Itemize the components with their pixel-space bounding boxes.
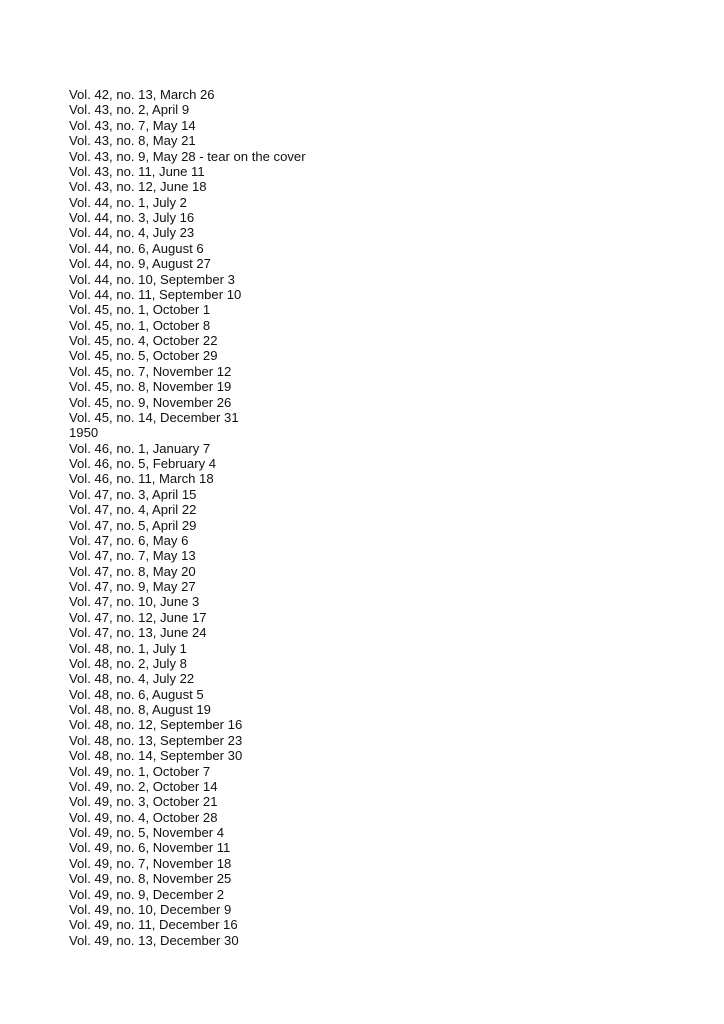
list-item: Vol. 44, no. 3, July 16 [69,210,195,225]
list-item: Vol. 47, no. 8, May 20 [69,563,196,579]
list-item: Vol. 44, no. 10, September 3 [69,271,235,287]
list-item: Vol. 44, no. 1, July 2 [69,194,187,210]
list-item: Vol. 48, no. 4, July 22 [69,671,195,687]
list-item: Vol. 48, no. 12, September 16 [69,717,243,733]
list-item: Vol. 48, no. 1, July 1 [69,640,187,656]
list-item: Vol. 49, no. 11, December 16 [69,917,238,933]
list-item: Vol. 43, no. 12, June 18 [69,179,207,195]
list-item: Vol. 43, no. 8, May 21 [69,133,196,149]
list-item: Vol. 49, no. 4, October 28 [69,809,218,825]
list-item: Vol. 45, no. 7, November 12 [69,363,232,379]
list-item: Vol. 46, no. 1, January 7 [69,440,211,456]
list-item: Vol. 45, no. 8, November 19 [69,379,232,395]
list-item: Vol. 44, no. 11, September 10 [69,286,242,302]
list-item: Vol. 45, no. 14, December 31 [69,409,239,425]
list-item: Vol. 47, no. 13, June 24 [69,625,207,641]
list-item: Vol. 43, no. 7, May 14 [69,117,196,133]
list-item: Vol. 48, no. 13, September 23 [69,732,243,748]
list-item: Vol. 49, no. 10, December 9 [69,901,232,917]
list-item: Vol. 47, no. 12, June 17 [69,609,207,625]
list-item: Vol. 48, no. 2, July 8 [69,655,187,671]
list-item: Vol. 44, no. 9, August 27 [69,256,211,272]
list-item: Vol. 43, no. 11, June 11 [69,163,205,179]
list-item: Vol. 49, no. 3, October 21 [69,794,218,810]
list-item: Vol. 47, no. 3, April 15 [69,486,197,502]
list-item: Vol. 45, no. 1, October 8 [69,317,211,333]
list-item: Vol. 45, no. 9, November 26 [69,394,232,410]
list-item: Vol. 46, no. 5, February 4 [69,456,217,471]
list-item: Vol. 45, no. 1, October 1 [69,302,211,318]
list-item: Vol. 48, no. 8, August 19 [69,702,211,717]
list-item: Vol. 49, no. 5, November 4 [69,825,225,840]
list-item: Vol. 49, no. 7, November 18 [69,855,232,871]
list-item: Vol. 47, no. 4, April 22 [69,502,197,518]
list-item: Vol. 47, no. 6, May 6 [69,532,189,548]
list-item: Vol. 49, no. 2, October 14 [69,778,218,794]
list-item: Vol. 48, no. 14, September 30 [69,748,243,764]
list-item: Vol. 49, no. 13, December 30 [69,932,239,948]
list-item: Vol. 43, no. 2, April 9 [69,102,190,118]
list-item: Vol. 42, no. 13, March 26 [69,87,215,102]
list-item: Vol. 49, no. 9, December 2 [69,886,225,902]
list-item: Vol. 47, no. 9, May 27 [69,579,196,594]
list-item: Vol. 49, no. 6, November 11 [69,840,231,856]
list-item: Vol. 44, no. 4, July 23 [69,225,195,241]
issue-list [69,87,306,948]
list-item: Vol. 43, no. 9, May 28 - tear on the cover [69,148,306,164]
list-item: Vol. 47, no. 5, April 29 [69,517,197,533]
list-item: Vol. 46, no. 11, March 18 [69,471,214,487]
list-item: Vol. 47, no. 10, June 3 [69,594,200,610]
list-item: Vol. 48, no. 6, August 5 [69,686,204,702]
list-item: Vol. 49, no. 8, November 25 [69,871,232,887]
list-item: Vol. 45, no. 4, October 22 [69,333,218,348]
list-item: Vol. 49, no. 1, October 7 [69,763,211,779]
list-item: Vol. 47, no. 7, May 13 [69,548,196,564]
list-item: Vol. 44, no. 6, August 6 [69,240,204,256]
list-item: 1950 [69,425,99,441]
list-item: Vol. 45, no. 5, October 29 [69,348,218,364]
